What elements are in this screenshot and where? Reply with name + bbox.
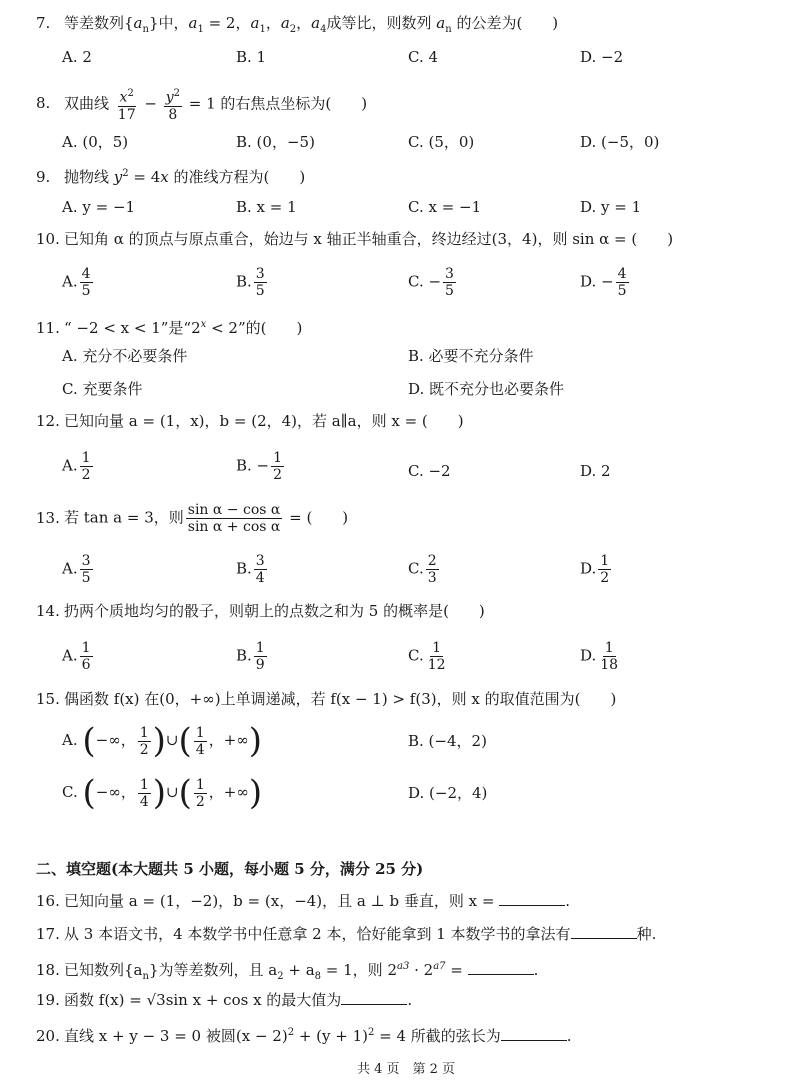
denominator: 9 [255,657,265,673]
q7-text: }中， [148,14,189,32]
numerator: 2 [427,553,437,569]
q8-den: 8 [168,106,178,123]
right-paren: ) [248,773,263,813]
question-8 [36,86,367,123]
q20-end: . [566,1027,572,1045]
answer-blank[interactable] [501,1026,567,1041]
option-fraction [426,553,439,586]
denominator: 2 [600,570,610,586]
option-label: C. [408,559,424,578]
q7-sub: 2 [289,24,297,35]
numerator: 3 [255,553,265,569]
numerator: 1 [195,776,205,793]
right-paren: ) [152,773,167,813]
option-a[interactable]: A. y = −1 [62,198,136,216]
option-fraction [598,640,620,673]
option-label: A. [62,646,78,665]
question-20 [36,1022,572,1047]
question-10 [36,228,673,250]
option-a[interactable]: A. 充分不必要条件 [62,347,188,365]
numerator: 1 [81,450,91,466]
option-b[interactable] [236,450,286,483]
question-number: 8. [36,94,51,113]
right-paren: ) [248,721,263,761]
option-d[interactable]: D. (−5，0) [580,133,660,151]
option-c[interactable] [62,773,263,813]
option-fraction [80,553,93,586]
question-16 [36,890,570,912]
denominator: 6 [81,657,91,673]
q9-sup: 2 [122,168,129,179]
option-d[interactable]: D. y = 1 [580,198,642,216]
option-b[interactable]: B. x = 1 [236,198,297,216]
option-b[interactable] [236,640,269,673]
q11-sup: x [200,319,207,330]
option-c[interactable]: C. (5，0) [408,133,475,151]
option-c[interactable] [408,640,450,673]
q7-sub: 1 [259,24,266,35]
option-b[interactable] [236,553,269,586]
q8-var: x [119,89,128,106]
option-b[interactable]: B. 必要不充分条件 [408,347,534,365]
option-label: D. [580,559,597,578]
option-a[interactable] [62,721,263,761]
numerator: 1 [273,450,283,466]
question-number: 10. [36,230,60,248]
option-d[interactable] [580,640,622,673]
q7-text: = 2， [203,14,251,32]
option-b[interactable]: B. 1 [236,48,267,66]
question-number: 13. [36,508,60,527]
q20-text: 直线 x + y − 3 = 0 被圆(x − 2) [64,1027,288,1045]
question-number: 18. [36,961,60,979]
q7-text: 成等比，则数列 [326,14,437,32]
question-number: 19. [36,991,60,1009]
denominator: 12 [427,657,446,673]
q8-text: 双曲线 [64,94,114,113]
denominator: 4 [139,793,149,810]
q7-var: a [280,14,290,32]
numerator: 1 [600,553,610,569]
denominator: 5 [255,283,265,299]
answer-blank[interactable] [499,891,565,906]
q7-var: a [311,14,321,32]
option-fraction [426,640,448,673]
denominator: 5 [445,283,454,299]
question-number: 17. [36,925,60,943]
option-a[interactable]: A. (0，5) [62,133,129,151]
numerator: 1 [604,640,614,656]
left-paren: ( [82,773,96,813]
numerator: 1 [139,776,149,793]
option-label: B. [236,272,252,291]
q10-text: 已知角 α 的顶点与原点重合，始边与 x 轴正半轴重合，终边经过(3，4)，则 sin α = ( ) [64,230,674,248]
q12-text: 已知向量 a = (1，x)，b = (2，4)，若 a∥a，则 x = ( ) [64,412,464,430]
q9-text: 抛物线 [64,168,114,186]
union-symbol: ∪ [166,783,179,801]
option-d[interactable]: D. 既不充分也必要条件 [408,380,565,398]
left-paren: ( [178,721,192,761]
option-fraction [254,553,267,586]
question-17 [36,923,656,945]
question-number: 15. [36,690,60,708]
q18-text: 已知数列{a [64,961,143,979]
option-a[interactable] [62,640,95,673]
option-fraction [138,777,151,810]
option-label: B. [236,646,252,665]
question-15 [36,688,616,710]
option-a[interactable] [62,553,95,586]
q17-text: 从 3 本语文书，4 本数学书中任意拿 2 本，恰好能拿到 1 本数学书的拿法有 [64,925,571,943]
option-label: D. [580,646,597,665]
denominator: 2 [195,793,205,810]
interval-text: −∞， [95,783,136,801]
q8-den: 17 [117,106,136,123]
option-fraction [271,450,284,483]
option-label: B. − [236,456,270,475]
option-c[interactable] [408,553,441,586]
q9-var: y [113,168,123,186]
q7-var: a [436,14,446,32]
option-fraction [138,725,151,758]
q18-sub: 8 [314,971,322,982]
question-number: 20. [36,1027,60,1045]
option-fraction [443,266,456,299]
q20-sup: 2 [368,1027,375,1038]
option-b[interactable]: B. (−4，2) [408,732,487,750]
option-c[interactable]: C. −2 [408,462,451,480]
q20-sup: 2 [287,1027,295,1038]
page-footer: 共 4 页 第 2 页 [356,1062,456,1077]
option-c[interactable] [408,266,458,299]
option-a[interactable]: A. 2 [62,48,92,66]
numerator: 3 [81,553,91,569]
denominator: 5 [81,283,91,299]
q7-sub: 1 [197,24,204,35]
denominator: 5 [617,283,627,299]
interval-text: ，+∞ [208,731,249,749]
question-13 [36,502,348,535]
right-paren: ) [152,721,166,761]
option-d[interactable]: D. 2 [580,462,611,480]
numerator: 1 [255,640,265,656]
denominator: 2 [273,467,283,483]
q9-text: = 4 [128,168,161,186]
question-12 [36,410,464,432]
q18-sub: 2 [277,971,284,982]
q18-text: = 1，则 2 [321,961,397,979]
q14-text: 扔两个质地均匀的骰子，则朝上的点数之和为 5 的概率是( ) [64,602,485,620]
q17-end: 种. [636,925,657,943]
option-label: C. [408,646,424,665]
option-fraction [254,640,267,673]
option-fraction [194,725,207,758]
option-a[interactable] [62,266,95,299]
option-fraction [80,266,93,299]
q16-text: 已知向量 a = (1，−2)，b = (x，−4)，且 a ⊥ b 垂直，则 x = [64,892,500,910]
q8-text: = 1 的右焦点坐标为( ) [184,94,368,113]
q8-sup: 2 [127,88,134,99]
denominator: 4 [195,741,205,758]
question-7 [36,12,558,41]
option-fraction [598,553,611,586]
option-c[interactable]: C. 4 [408,48,439,66]
option-b[interactable]: B. (0，−5) [236,133,315,151]
answer-blank[interactable] [468,960,534,975]
q13-fraction [186,502,283,535]
q11-text: < 2”的( ) [206,319,303,337]
q7-sub: n [142,24,149,35]
option-label: B. [236,559,252,578]
option-fraction [254,266,267,299]
q20-text: = 4 所截的弦长为 [374,1027,501,1045]
q8-fraction-x [116,86,138,123]
question-19 [36,989,412,1011]
option-label: A. [62,731,78,749]
numerator: 3 [255,266,265,282]
q20-text: + (y + 1) [294,1027,368,1045]
interval-text: ，+∞ [208,783,249,801]
question-14 [36,600,485,622]
question-number: 11. [36,319,60,337]
option-d[interactable]: D. −2 [580,48,624,66]
q7-var: a [133,14,143,32]
option-label: A. [62,272,78,291]
denominator: 5 [81,570,91,586]
question-11 [36,314,302,339]
answer-blank[interactable] [341,990,407,1005]
option-label: A. [62,559,78,578]
q13-text: = ( ) [284,508,349,527]
q7-sub: n [445,24,452,35]
interval-text: −∞， [95,731,136,749]
numerator: 1 [139,724,149,741]
option-a[interactable] [62,450,95,483]
denominator: 2 [81,467,91,483]
q18-sup: a3 [397,961,410,972]
denominator: 4 [255,570,265,586]
answer-blank[interactable] [571,924,637,939]
option-c[interactable]: C. 充要条件 [62,380,143,398]
q15-text: 偶函数 f(x) 在(0，+∞)上单调递减，若 f(x − 1) > f(3)，则 x 的取值范围为( ) [64,690,617,708]
section-heading: 二、填空题(本大题共 5 小题，每小题 5 分，满分 25 分) [36,860,424,878]
option-fraction [80,450,93,483]
option-d[interactable]: D. (−2，4) [408,784,488,802]
q18-text: · 2 [409,961,434,979]
denominator: 18 [600,657,619,673]
numerator: sin α − cos α [187,502,281,518]
q18-text: + a [283,961,315,979]
option-fraction [80,640,93,673]
question-9 [36,163,305,188]
question-number: 12. [36,412,60,430]
q7-var: a [250,14,260,32]
numerator: 4 [81,266,91,282]
denominator: sin α + cos α [187,519,281,535]
option-fraction [616,266,629,299]
q9-var: x [160,168,169,186]
option-label: D. − [580,272,614,291]
left-paren: ( [82,721,96,761]
q19-text: 函数 f(x) = √3sin x + cos x 的最大值为 [64,991,342,1009]
q13-text: 若 tan a = 3，则 [64,508,184,527]
q7-sub: 4 [320,24,327,35]
q8-var: y [165,89,174,106]
q18-sup: a7 [433,961,446,972]
question-number: 16. [36,892,60,910]
q18-text: }为等差数列，且 a [148,961,278,979]
q18-text: = [445,961,468,979]
numerator: 3 [445,266,454,282]
q16-end: . [565,892,570,910]
numerator: 1 [195,724,205,741]
option-label: C. − [408,272,442,291]
denominator: 2 [139,741,149,758]
option-c[interactable]: C. x = −1 [408,198,482,216]
option-d[interactable] [580,553,613,586]
option-d[interactable] [580,266,631,299]
q8-fraction-y [164,86,182,123]
question-number: 7. [36,14,51,32]
numerator: 4 [617,266,627,282]
q9-text: 的准线方程为( ) [168,168,306,186]
q18-end: . [533,961,539,979]
q7-text-pre: 等差数列{ [64,14,134,32]
q7-text: 的公差为( ) [451,14,559,32]
numerator: 1 [81,640,91,656]
q7-text: ， [296,14,312,32]
q7-text: ， [265,14,281,32]
option-fraction [194,777,207,810]
q8-text: − [139,94,162,113]
union-symbol: ∪ [165,731,179,749]
question-18 [36,956,538,988]
q18-sub: n [142,971,149,982]
denominator: 3 [427,570,437,586]
q7-var: a [188,14,198,32]
option-label: A. [62,456,78,475]
numerator: 1 [432,640,442,656]
q19-end: . [407,991,413,1009]
option-label: C. [62,783,78,801]
question-number: 14. [36,602,60,620]
option-b[interactable] [236,266,269,299]
question-number: 9. [36,168,51,186]
q11-text: “ −2 < x < 1”是“2 [64,319,201,337]
left-paren: ( [178,773,192,813]
q8-sup: 2 [173,88,181,99]
